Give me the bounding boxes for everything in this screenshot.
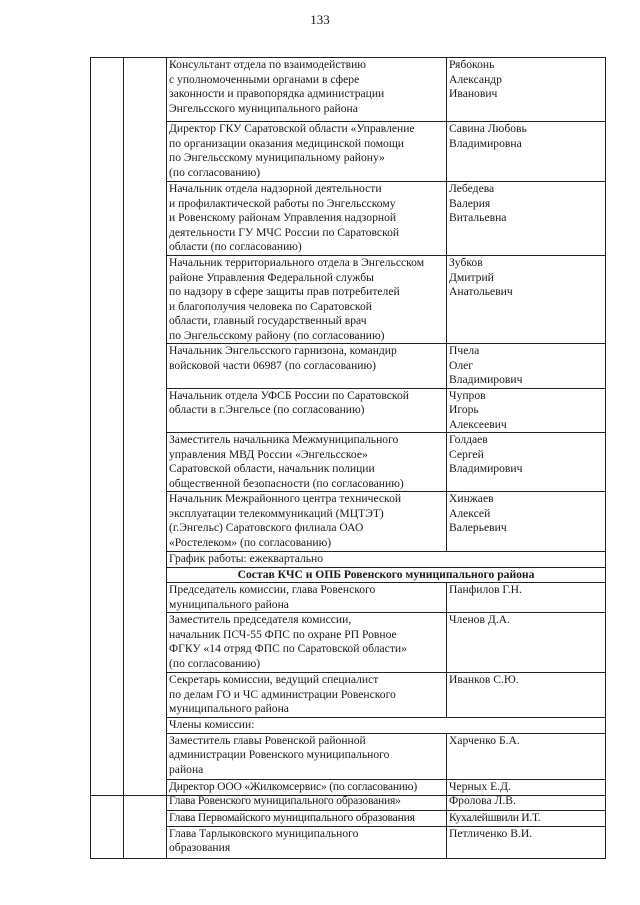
person-name: Чупров Игорь Алексеевич	[449, 388, 507, 431]
table-row	[91, 344, 606, 389]
person-name: Кухалейшвили И.Т.	[449, 810, 541, 824]
schedule-text: График работы: ежеквартально	[169, 552, 324, 565]
position-text: Председатель комиссии, глава Ровенского муниципального района	[169, 583, 376, 611]
person-name: Фролова Л.В.	[449, 794, 516, 807]
table-row	[91, 583, 606, 613]
table-row	[91, 733, 606, 779]
position-text: Заместитель председателя комиссии, начальник ПСЧ-55 ФПС по охране РП Ровное ФГКУ «14 отряд ФПС по Саратовской области» (по согласованию)	[169, 613, 407, 670]
table-row	[91, 826, 606, 858]
index-column-cell	[124, 58, 167, 796]
position-text: Глава Первомайского муниципального образования	[169, 810, 415, 824]
page-number: 133	[310, 12, 330, 27]
table-row	[91, 492, 606, 552]
person-name: Петличенко В.И.	[449, 826, 533, 840]
position-text: Глава Ровенского муниципального образования»	[169, 794, 401, 807]
person-name: Савина Любовь Владимировна	[449, 122, 527, 150]
person-name: Иванков С.Ю.	[449, 673, 519, 686]
position-text: Заместитель начальника Межмуниципального управления МВД России «Энгельсское» Саратовской области, начальник полиции общественной безопасности (по согласованию)	[169, 433, 404, 490]
table-row	[91, 567, 606, 583]
table-row	[91, 613, 606, 673]
table-row	[91, 552, 606, 568]
table-row	[91, 779, 606, 795]
number-column-cell	[91, 794, 124, 858]
person-name: Членов Д.А.	[449, 613, 510, 626]
table-row	[91, 58, 606, 122]
position-text: Консультант отдела по взаимодействию с уполномоченными органами в сфере законности и правопорядка администрации Энгельсского муниципального района	[169, 58, 385, 115]
commission-table-continued	[90, 794, 606, 859]
position-text: Начальник Энгельсского гарнизона, командир войсковой части 06987 (по согласованию)	[169, 344, 397, 372]
commission-table	[90, 57, 606, 796]
table-row	[91, 433, 606, 492]
table-row	[91, 122, 606, 182]
members-label: Члены комиссии:	[169, 718, 255, 731]
index-column-cell	[124, 794, 167, 858]
position-text: Начальник Межрайонного центра технической эксплуатации телекоммуникаций (МЦТЭТ) (г.Энгельс) Саратовского филиала ОАО «Ростелеком» (по согласованию)	[169, 492, 402, 549]
person-name: Харченко Б.А.	[449, 733, 520, 747]
position-text: Секретарь комиссии, ведущий специалист по делам ГО и ЧС администрации Ровенского муниципального района	[169, 673, 396, 715]
position-text: Заместитель главы Ровенской районной администрации Ровенского муниципального района	[169, 733, 390, 776]
table-row	[91, 794, 606, 810]
position-text: Директор ГКУ Саратовской области «Управление по организации оказания медицинской помощи по Энгельсскому муниципальному району» (по согласованию)	[169, 122, 415, 179]
position-text: Глава Тарлыковского муниципального образования	[169, 826, 359, 854]
table-row	[91, 718, 606, 734]
section-title: Состав КЧС и ОПБ Ровенского муниципального района	[237, 567, 535, 581]
position-text: Начальник отдела УФСБ России по Саратовской области в г.Энгельсе (по согласованию)	[169, 388, 409, 416]
person-name: Голдаев Сергей Владимирович	[449, 433, 523, 475]
table-row	[91, 256, 606, 344]
table-row	[91, 673, 606, 718]
position-text: Директор ООО «Жилкомсервис» (по согласованию)	[169, 779, 417, 793]
person-name: Черных Е.Д.	[449, 779, 511, 793]
person-name: Рябоконь Александр Иванович	[449, 58, 502, 100]
person-name: Лебедева Валерия Витальевна	[449, 182, 507, 224]
position-text: Начальник отдела надзорной деятельности и профилактической работы по Энгельсскому и Ровенскому районам Управления надзорной деятельности ГУ МЧС России по Саратовской области (по согласованию)	[169, 182, 400, 253]
person-name: Зубков Дмитрий Анатольевич	[449, 256, 513, 298]
person-name: Пчела Олег Владимирович	[449, 344, 523, 386]
table-row	[91, 810, 606, 826]
table-row	[91, 182, 606, 256]
person-name: Хинжаев Алексей Валерьевич	[449, 492, 507, 534]
number-column-cell	[91, 58, 124, 796]
person-name: Панфилов Г.Н.	[449, 583, 522, 596]
position-text: Начальник территориального отдела в Энгельсском районе Управления Федеральной службы по надзору в сфере защиты прав потребителей и благополучия человека по Саратовской области, главный государственный врач по Энгельсскому району (по согласованию)	[169, 256, 425, 342]
table-row	[91, 388, 606, 433]
